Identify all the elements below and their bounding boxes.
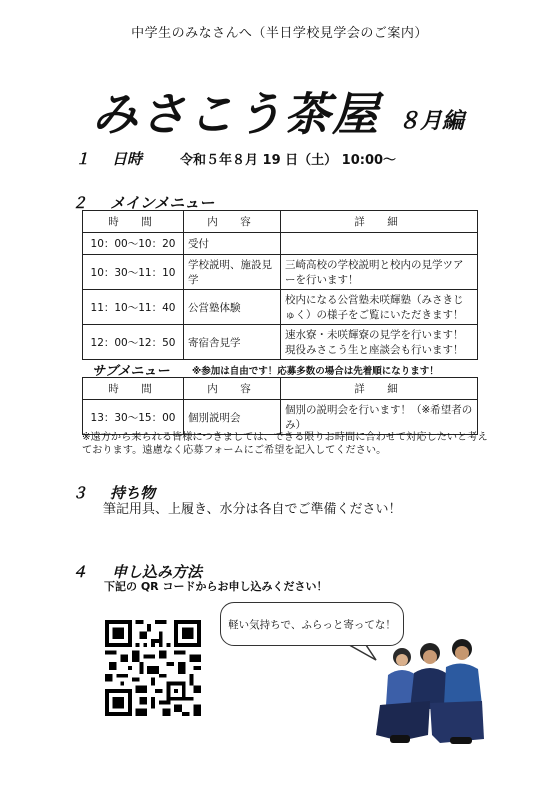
row-detail: 速水寮・未咲輝寮の見学を行います！現役みさこう生と座談会も行います！ bbox=[281, 325, 478, 360]
table-header-row bbox=[83, 211, 478, 233]
row-content: 公営塾体験 bbox=[184, 290, 281, 325]
column-header-content: 内 容 bbox=[184, 378, 281, 400]
row-detail: 個別の説明会を行います！（※希望者のみ） bbox=[281, 400, 478, 435]
section2-label: メインメニュー bbox=[110, 194, 215, 212]
column-header-time: 時 間 bbox=[83, 378, 184, 400]
table-row bbox=[83, 290, 478, 325]
table-row bbox=[83, 255, 478, 290]
section3-label: 持ち物 bbox=[110, 484, 156, 502]
submenu-label: サブメニュー bbox=[92, 364, 170, 379]
section4-label: 申し込み方法 bbox=[112, 563, 203, 581]
row-detail: 三崎高校の学校説明と校内の見学ツアーを行います！ bbox=[281, 255, 478, 290]
row-content: 学校説明、施設見学 bbox=[184, 255, 281, 290]
submenu-note: ※参加は自由です！応募多数の場合は先着順になります！ bbox=[192, 366, 439, 377]
column-header-detail: 詳 細 bbox=[281, 211, 478, 233]
section1-number: １ bbox=[75, 150, 91, 168]
column-header-time: 時 間 bbox=[83, 211, 184, 233]
students-photo bbox=[370, 635, 490, 745]
section4-number: ４ bbox=[72, 563, 88, 581]
main-menu-table bbox=[82, 210, 478, 360]
page-title-suffix: ８月編 bbox=[398, 108, 465, 134]
row-time: 12：00～12：50 bbox=[83, 325, 184, 360]
column-header-detail: 詳 細 bbox=[281, 378, 478, 400]
row-detail bbox=[281, 233, 478, 255]
row-time: 10：00～10：20 bbox=[83, 233, 184, 255]
table-row bbox=[83, 233, 478, 255]
section3-number: ３ bbox=[72, 484, 88, 502]
row-time: 13：30～15：00 bbox=[83, 400, 184, 435]
section4-text: 下記の QR コードからお申し込みください！ bbox=[104, 580, 328, 593]
speech-bubble-text: 軽い気持ちで、ふらっと寄ってな！ bbox=[228, 618, 396, 631]
section3-text: 筆記用具、上履き、水分は各自でご準備ください！ bbox=[103, 502, 402, 517]
section2-number: ２ bbox=[72, 194, 88, 212]
row-content: 個別説明会 bbox=[184, 400, 281, 435]
section1-datetime: 令和５年８月 19 日（土） 10:00～ bbox=[180, 153, 397, 168]
row-detail: 校内になる公営塾未咲輝塾（みさきじゅく）の様子をご覧にいただきます！ bbox=[281, 290, 478, 325]
sub-menu-table bbox=[82, 377, 478, 435]
row-time: 11：10～11：40 bbox=[83, 290, 184, 325]
section1-label: 日時 bbox=[112, 150, 143, 168]
table-header-row bbox=[83, 378, 478, 400]
table-row bbox=[83, 400, 478, 435]
page-title: みさこう茶屋 bbox=[92, 87, 380, 141]
column-header-content: 内 容 bbox=[184, 211, 281, 233]
row-time: 10：30～11：10 bbox=[83, 255, 184, 290]
row-content: 寄宿舎見学 bbox=[184, 325, 281, 360]
qr-code-image[interactable] bbox=[105, 620, 201, 716]
submenu-footnote: ※遠方から来られる皆様につきましては、できる限りお時間に合わせて対応したいと考えております。遠慮なく応募フォームにご希望を記入してください。 bbox=[82, 432, 488, 456]
table-row bbox=[83, 325, 478, 360]
row-content: 受付 bbox=[184, 233, 281, 255]
page-subtitle: 中学生のみなさんへ（半日学校見学会のご案内） bbox=[131, 26, 428, 41]
